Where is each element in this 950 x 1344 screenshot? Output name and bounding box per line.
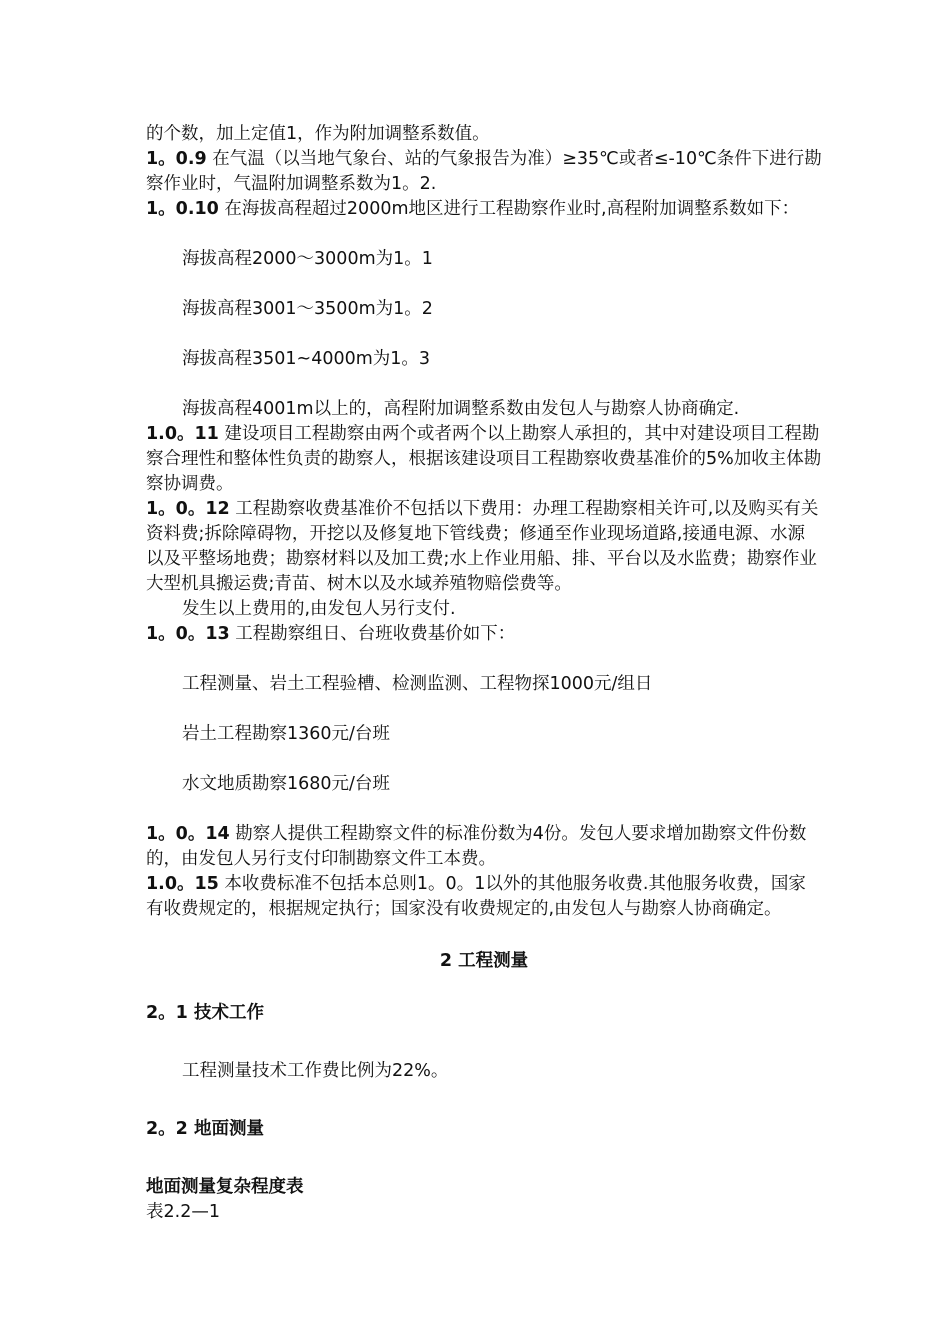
clause-number: 1.0。15: [146, 874, 219, 894]
clause-text: 工程勘察组日、台班收费基价如下：: [229, 624, 516, 644]
clause-number: 1。0。12: [146, 499, 230, 519]
clause-1-0-11: [146, 422, 822, 497]
clause-1-0-12: [146, 497, 822, 597]
clause-1-0-12-note: 发生以上费用的,由发包人另行支付.: [182, 599, 456, 619]
section-2-1-heading: 2。1 技术工作: [146, 1003, 264, 1023]
rate-line-3: 水文地质勘察1680元/台班: [182, 774, 390, 794]
clause-text: 建设项目工程勘察由两个或者两个以上勘察人承担的，其中对建设项目工程勘察合理性和整体性负责的勘察人，根据该建设项目工程勘察收费基准价的5%加收主体勘察协调费。: [146, 424, 822, 494]
clause-number: 1.0。11: [146, 424, 219, 444]
clause-text: 在气温（以当地气象台、站的气象报告为准）≥35℃或者≤-10℃条件下进行勘察作业时，气温附加调整系数为1。2.: [146, 149, 822, 194]
clause-number: 1。0。13: [146, 624, 230, 644]
clause-number: 1。0.10: [146, 199, 219, 219]
clause-1-0-14: [146, 822, 822, 872]
clause-text: 工程勘察收费基准价不包括以下费用：办理工程勘察相关许可,以及购买有关资料费;拆除障碍物，开挖以及修复地下管线费；修通至作业现场道路,接通电源、水源以及平整场地费；勘察材料以及加工费;水上作业用船、排、平台以及水监费；勘察作业大型机具搬运费;青苗、树木以及水域养殖物赔偿费等。: [146, 499, 819, 594]
clause-1-0-9: [146, 147, 822, 197]
clause-1-0-10: [146, 197, 822, 222]
clause-text: 本收费标准不包括本总则1。0。1以外的其他服务收费.其他服务收费，国家有收费规定的，根据规定执行；国家没有收费规定的,由发包人与勘察人协商确定。: [146, 874, 806, 919]
clause-1-0-15: [146, 872, 822, 922]
paragraph-continuation: 的个数，加上定值1，作为附加调整系数值。: [146, 124, 490, 144]
document-body: [146, 122, 822, 1225]
table-label: 表2.2—1: [146, 1202, 220, 1222]
altitude-line-3: 海拔高程3501~4000m为1。3: [182, 349, 431, 369]
section-2-heading: 2 工程测量: [439, 951, 529, 971]
clause-1-0-13: [146, 622, 822, 647]
altitude-line-4: 海拔高程4001m以上的，高程附加调整系数由发包人与勘察人协商确定.: [182, 399, 740, 419]
altitude-line-1: 海拔高程2000～3000m为1。1: [182, 249, 433, 269]
clause-number: 1。0。14: [146, 824, 230, 844]
section-2-1-text: 工程测量技术工作费比例为22%。: [182, 1061, 449, 1081]
clause-text: 在海拔高程超过2000m地区进行工程勘察作业时,高程附加调整系数如下：: [218, 199, 800, 219]
clause-text: 勘察人提供工程勘察文件的标准份数为4份。发包人要求增加勘察文件份数的，由发包人另行支付印制勘察文件工本费。: [146, 824, 807, 869]
table-title: 地面测量复杂程度表: [146, 1177, 304, 1197]
rate-line-2: 岩土工程勘察1360元/台班: [182, 724, 390, 744]
rate-line-1: 工程测量、岩土工程验槽、检测监测、工程物探1000元/组日: [182, 674, 653, 694]
section-2-2-heading: 2。2 地面测量: [146, 1119, 264, 1139]
clause-number: 1。0.9: [146, 149, 207, 169]
altitude-line-2: 海拔高程3001～3500m为1。2: [182, 299, 433, 319]
